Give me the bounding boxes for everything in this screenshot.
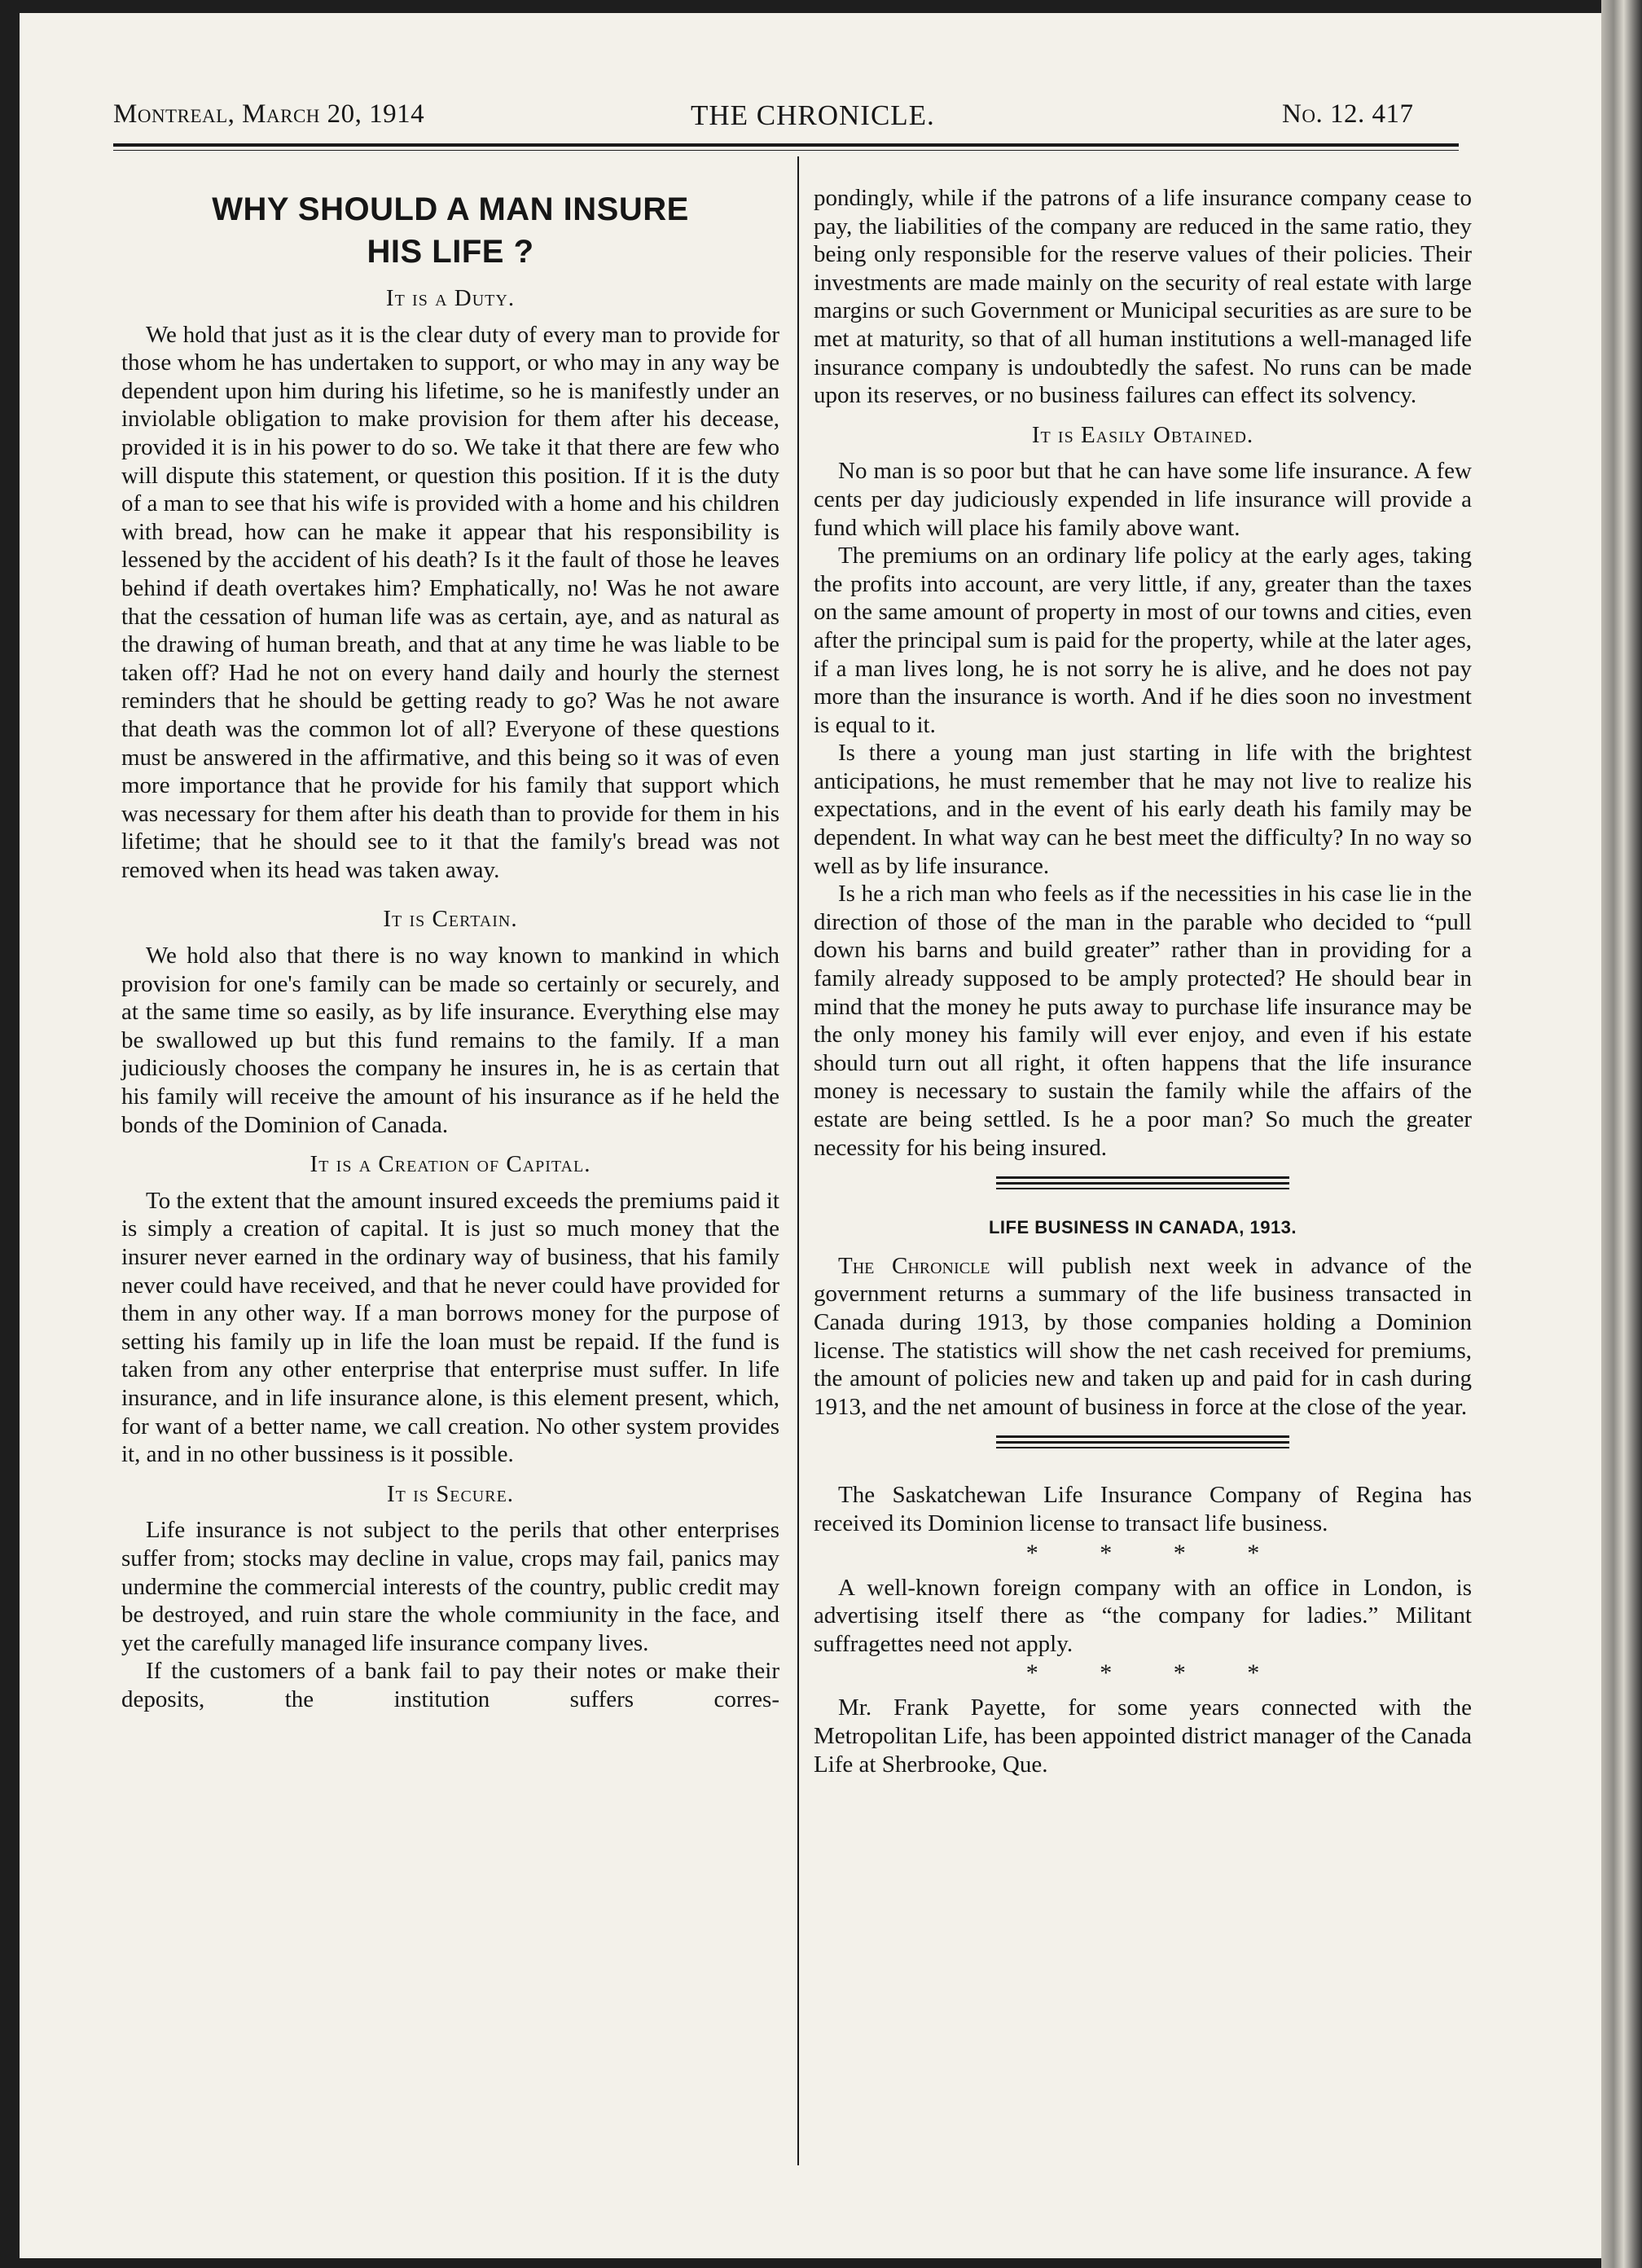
note-frank-payette: Mr. Frank Payette, for some years connected with the Metropolitan Life, has been appointed district manager of the Canada Life at Sherbrooke, Que. — [814, 1694, 1472, 1778]
header-masthead: THE CHRONICLE. — [691, 99, 935, 131]
life-business-heading: LIFE BUSINESS IN CANADA, 1913. — [988, 1217, 1297, 1238]
section-heading-capital: It is a Creation of Capital. — [310, 1151, 591, 1178]
page-edge — [1601, 0, 1642, 2268]
life-business-paragraph — [814, 1252, 1472, 1422]
article-title-line2: HIS LIFE ? — [367, 234, 534, 270]
note-separator-2: * * * * — [1025, 1659, 1288, 1687]
header-dateline: Montreal, March 20, 1914 — [113, 99, 425, 129]
article-title — [121, 188, 779, 273]
section-heading-easily: It is Easily Obtained. — [1031, 421, 1254, 448]
left-column — [121, 188, 779, 1714]
paragraph-duty: We hold that just as it is the clear duty of every man to provide for those whom he has undertaken to support, or who may in any way be dependent upon him during his lifetime, so he is manifestly under an inviolable obligation to make provision for them after his decease, provided it is in his power to do so. We take it that there are few who will dispute this statement, or question this position. If it is the duty of a man to see that his wife is provided with a home and his children with bread, how can he make it appear that his responsibility is lessened by the accident of his death? Is it the fault of those he leaves behind if death overtakes him? Emphatically, no! Was he not aware that the cessation of human life was as certain, aye, and as natural as the drawing of human breath, and that at any time he was liable to be taken off? Had he not on every hand daily and hourly the sternest reminders that he should be getting ready to go? Was he not aware that death was the common lot of all? Everyone of these questions must be answered in the affirmative, and this being so it was of even more importance that he provide for his family that support which was necessary for them after his death than to provide for them in his lifetime; that he should see to it that the family's bread was not removed when its head was taken away. — [121, 321, 779, 883]
header-issue-page: No. 12. 417 — [1282, 99, 1414, 129]
column-separator — [797, 156, 799, 2165]
paragraph-secure-2-continued: pondingly, while if the patrons of a life insurance company cease to pay, the liabilities of the company are reduced in the same ratio, they being only responsible for the reserve values of their policies. Their investments are made mainly on the security of real estate with large margins or such Government or Municipal securities as are sure to be met at maturity, so that of all human institutions a well-managed life insurance company is undoubtedly the safest. No runs can be made upon its reserves, or no business failures can effect its solvency. — [814, 185, 1472, 409]
section-heading-secure: It is Secure. — [386, 1480, 515, 1507]
note-saskatchewan: The Saskatchewan Life Insurance Company of Regina has received its Dominion license to transact life business. — [814, 1482, 1472, 1536]
paragraph-secure-1: Life insurance is not subject to the perils that other enterprises suffer from; stocks may decline in value, crops may fail, panics may undermine the commercial interests of the country, public credit may be destroyed, and ruin stare the whole commiunity in the face, and yet the carefully managed life insurance company lives. — [121, 1517, 779, 1656]
paragraph-easily-4: Is he a rich man who feels as if the necessities in his case lie in the direction of those of the man in the parable who decided to “pull down his barns and build greater” rather than in providing for a family already supposed to be amply protected? He should bear in mind that the money he puts away to purchase life insurance may be the only money his family will ever enjoy, and even if his estate should turn out all right, it often happens that the life insurance money is necessary to sustain the family while the affairs of the estate are being settled. Is he a poor man? So much the greater necessity for his being insured. — [814, 881, 1472, 1161]
section-divider-2 — [996, 1435, 1289, 1448]
right-column — [814, 184, 1472, 1778]
header-rule — [113, 143, 1459, 147]
note-separator-1: * * * * — [1025, 1539, 1288, 1567]
paragraph-secure-2: If the customers of a bank fail to pay their notes or make their deposits, the institution suffers corres- — [121, 1658, 779, 1712]
paragraph-easily-1: No man is so poor but that he can have some life insurance. A few cents per day judiciously expended in life insurance will provide a fund which will place his family above want. — [814, 458, 1472, 541]
article-title-line1: WHY SHOULD A MAN INSURE — [212, 191, 689, 227]
header-rule-thin — [113, 150, 1459, 151]
chronicle-name: The Chronicle — [838, 1252, 990, 1279]
paragraph-certain: We hold also that there is no way known to mankind in which provision for one's family can be made so certainly or securely, and at the same time so easily, as by life insurance. Everything else may be swallowed up but this fund remains to the family. If a man judiciously chooses the company he insures in, he is as certain that his family will receive the amount of his insurance as if he held the bonds of the Dominion of Canada. — [121, 943, 779, 1138]
paragraph-easily-2: The premiums on an ordinary life policy at the early ages, taking the profits into account, are very little, if any, greater than the taxes on the same amount of property in most of our towns and cities, even after the principal sum is paid for the property, while at the later ages, if a man lives long, he is not sorry he is alive, and he does not pay more than the insurance is worth. And if he dies soon no investment is equal to it. — [814, 543, 1472, 738]
life-business-text: will publish next week in advance of the government returns a summary of the life business transacted in Canada during 1913, by those companies holding a Dominion license. The statistics will show the net cash received for premiums, the amount of policies new and taken up and paid for in cash during 1913, and the net amount of business in force at the close of the year. — [814, 1252, 1472, 1420]
note-foreign-company: A well-known foreign company with an office in London, is advertising itself there as “the company for ladies.” Militant suffragettes need not apply. — [814, 1574, 1472, 1657]
paragraph-capital: To the extent that the amount insured exceeds the premiums paid it is simply a creation of capital. It is just so much money that the insurer never earned in the ordinary way of business, that his family never could have received, and that he never could have provided for them in any other way. If a man borrows money for the purpose of setting his family up in life the loan must be repaid. If the fund is taken from any other enterprise that enterprise must suffer. In life insurance, and in life insurance alone, is this element present, which, for want of a better name, we call creation. No other system provides it, and in no other bussiness is it possible. — [121, 1187, 779, 1468]
paragraph-easily-3: Is there a young man just starting in life with the brightest anticipations, he must remember that he may not live to realize his expectations, and in the event of his early death his family may be dependent. In what way can he best meet the difficulty? In no way so well as by life insurance. — [814, 740, 1472, 879]
section-divider — [996, 1176, 1289, 1189]
newspaper-page — [20, 13, 1601, 2258]
section-heading-duty: It is a Duty. — [385, 285, 516, 311]
section-heading-certain: It is Certain. — [383, 906, 518, 933]
